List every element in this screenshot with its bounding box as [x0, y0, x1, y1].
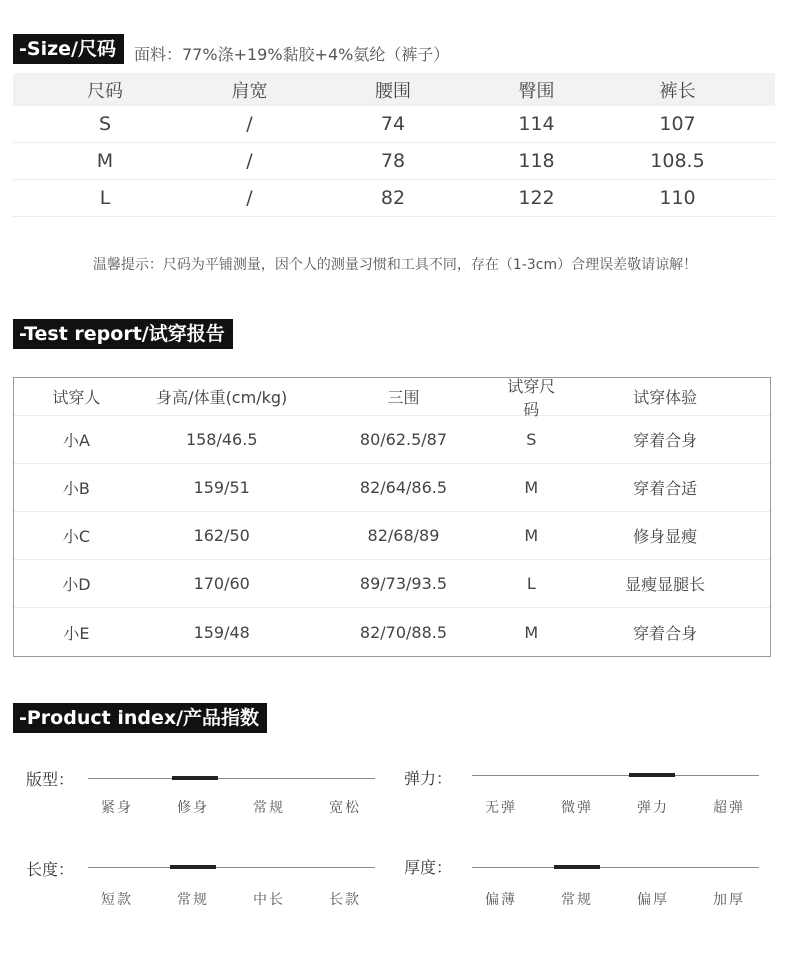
- cell-tester: 小B: [62, 479, 90, 498]
- cell-tried-size: M: [524, 478, 539, 497]
- cell-experience: 穿着合适: [633, 479, 698, 498]
- cell-height-weight: 159/48: [193, 622, 250, 642]
- cell-height-weight: 170/60: [193, 574, 250, 593]
- index-scale-line: [88, 867, 375, 868]
- cell-shoulder: /: [246, 187, 253, 209]
- index-level-marker: [172, 776, 218, 780]
- size-table: [13, 73, 775, 217]
- product-section-tag: -Product index/产品指数: [13, 703, 267, 733]
- cell-waist: 74: [380, 113, 406, 135]
- cell-tester: 小E: [63, 623, 90, 643]
- table-row: [14, 416, 770, 464]
- index-option: 常规: [177, 892, 209, 908]
- index-label: 厚度：: [404, 858, 453, 877]
- index-option: 常规: [561, 892, 593, 908]
- index-option: 超弹: [713, 800, 745, 816]
- index-option: 长款: [329, 892, 361, 908]
- cell-size: L: [99, 187, 111, 209]
- cell-hip: 114: [518, 113, 555, 135]
- cell-height-weight: 162/50: [193, 526, 250, 545]
- header-length: 裤长: [659, 80, 696, 102]
- index-label: 长度：: [26, 860, 75, 879]
- table-row: [14, 464, 770, 512]
- cell-experience: 修身显瘦: [633, 527, 698, 546]
- table-row: [14, 560, 770, 608]
- index-option: 弹力: [637, 800, 669, 816]
- header-size: 尺码: [87, 80, 123, 102]
- cell-measurements: 82/68/89: [367, 526, 440, 545]
- cell-tried-size: L: [526, 574, 536, 593]
- table-row: [14, 512, 770, 560]
- cell-length: 110: [659, 187, 696, 209]
- cell-hip: 118: [518, 150, 555, 172]
- header-hip: 臀围: [518, 80, 555, 102]
- fabric-composition: 面料：77%涤+19%黏胶+4%氨纶（裤子）: [134, 45, 450, 64]
- table-row: [13, 143, 775, 180]
- index-option: 短款: [101, 892, 133, 908]
- size-table-header: [13, 73, 775, 106]
- size-section-tag: -Size/尺码: [13, 34, 124, 64]
- header-height-weight: 身高/体重(cm/kg): [156, 388, 288, 407]
- index-level-marker: [629, 773, 675, 777]
- index-scale-line: [88, 778, 375, 779]
- cell-tried-size: S: [526, 430, 537, 449]
- header-experience: 试穿体验: [633, 388, 698, 407]
- index-label: 版型：: [26, 770, 75, 789]
- cell-waist: 78: [380, 150, 406, 172]
- cell-measurements: 82/70/88.5: [359, 622, 448, 642]
- index-option: 偏厚: [637, 892, 669, 908]
- index-option: 常规: [253, 800, 285, 816]
- index-option: 加厚: [713, 892, 745, 908]
- header-measurements: 三围: [387, 388, 420, 407]
- cell-size: M: [96, 150, 114, 172]
- cell-hip: 122: [518, 187, 555, 209]
- cell-tried-size: M: [524, 526, 539, 545]
- cell-shoulder: /: [246, 150, 253, 172]
- cell-size: S: [98, 113, 112, 135]
- index-option: 紧身: [101, 800, 133, 816]
- index-option: 中长: [253, 892, 285, 908]
- index-option: 无弹: [485, 800, 517, 816]
- index-option: 偏薄: [485, 892, 517, 908]
- header-tester: 试穿人: [52, 388, 101, 407]
- cell-height-weight: 159/51: [193, 478, 250, 497]
- index-scale-line: [472, 775, 759, 776]
- cell-measurements: 82/64/86.5: [359, 478, 448, 497]
- cell-height-weight: 158/46.5: [185, 430, 258, 449]
- cell-tester: 小D: [62, 575, 91, 594]
- index-label: 弹力：: [404, 769, 453, 788]
- table-row: [13, 180, 775, 217]
- test-table-header: [14, 376, 770, 419]
- cell-tried-size: M: [524, 622, 539, 642]
- cell-length: 107: [659, 113, 696, 135]
- cell-experience: 穿着合身: [633, 431, 698, 450]
- cell-experience: 显瘦显腿长: [625, 575, 706, 594]
- index-level-marker: [170, 865, 216, 869]
- header-shoulder: 肩宽: [231, 80, 268, 102]
- cell-measurements: 89/73/93.5: [359, 574, 448, 593]
- cell-waist: 82: [380, 187, 406, 209]
- table-row: [13, 106, 775, 143]
- header-waist: 腰围: [375, 80, 411, 102]
- table-row: [14, 608, 770, 656]
- index-level-marker: [554, 865, 600, 869]
- cell-tester: 小C: [62, 527, 90, 546]
- measurement-tip: 温馨提示：尺码为平铺测量，因个人的测量习惯和工具不同，存在（1-3cm）合理误差敬请谅解！: [92, 257, 698, 273]
- cell-experience: 穿着合身: [633, 623, 698, 643]
- cell-tester: 小A: [62, 431, 90, 450]
- index-option: 微弹: [561, 800, 593, 816]
- header-tried-size: 试穿尺码: [507, 376, 556, 419]
- test-section-tag: -Test report/试穿报告: [13, 319, 233, 349]
- index-option: 修身: [177, 800, 209, 816]
- index-scale-line: [472, 867, 759, 868]
- cell-length: 108.5: [650, 150, 705, 172]
- cell-measurements: 80/62.5/87: [359, 430, 448, 449]
- cell-shoulder: /: [246, 113, 253, 135]
- test-report-table: [13, 377, 771, 657]
- index-option: 宽松: [329, 800, 361, 816]
